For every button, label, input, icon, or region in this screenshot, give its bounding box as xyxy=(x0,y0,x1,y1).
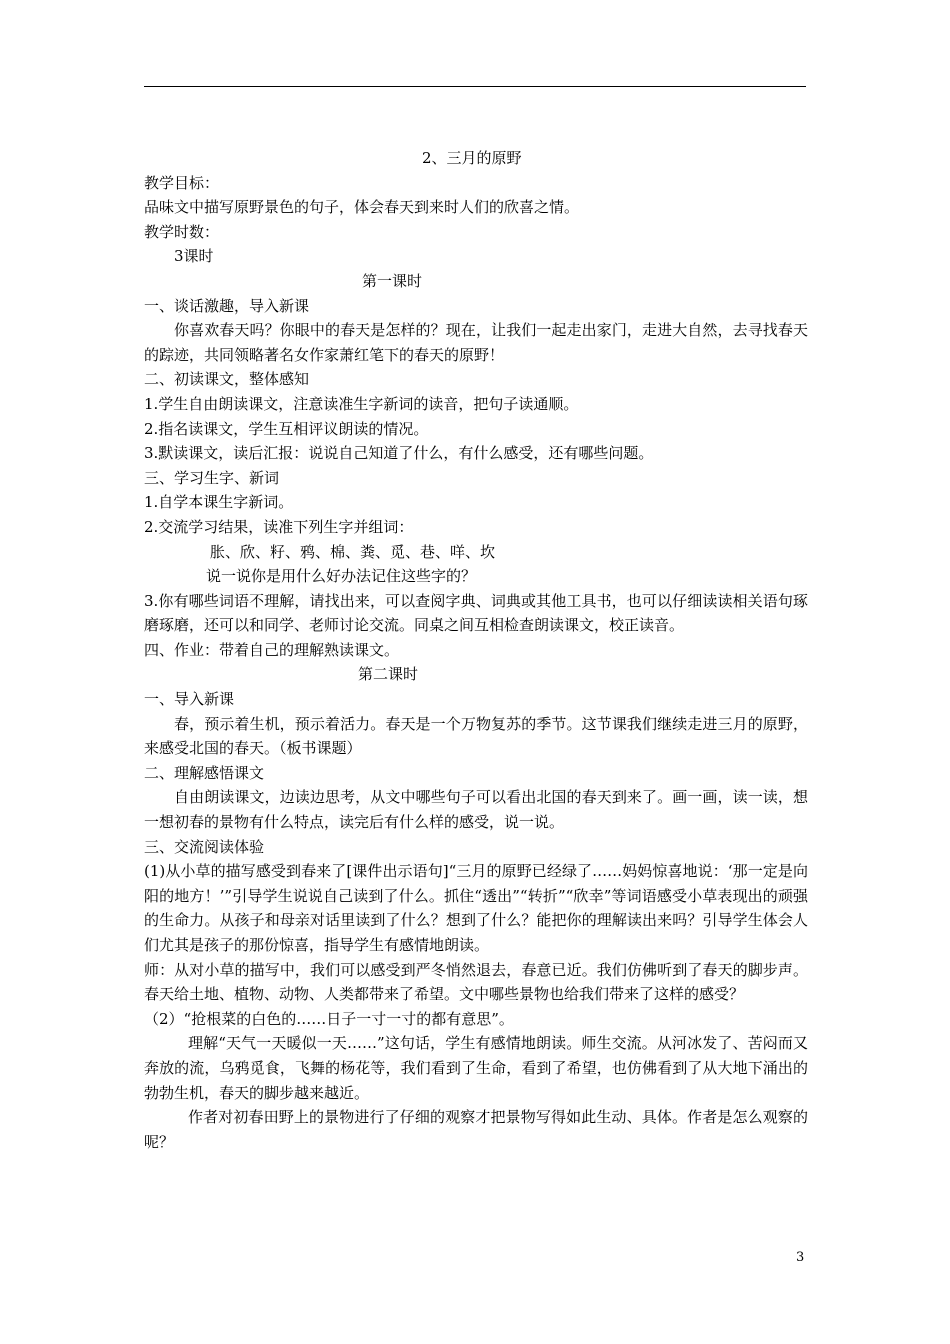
objectives-heading: 教学目标： xyxy=(144,173,220,192)
lesson1-character-question: 说一说你是用什么好办法记住这些字的？ xyxy=(206,567,477,586)
lesson1-heading: 第一课时 xyxy=(362,271,423,290)
lesson1-section3-item2: 2.交流学习结果，读准下列生字并组词： xyxy=(144,517,414,536)
lesson2-section1-heading: 一、导入新课 xyxy=(144,690,235,709)
lesson2-paragraph-1: (1)从小草的描写感受到春来了[课件出示语句]“三月的原野已经绿了……妈妈惊喜地说：‘那一定是向阳的地方！’”引导学生说说自己读到了什么。抓住“透出”“转折”“欣幸”等词语感受小草表现出的顽强的生命力。从孩子和母亲对话里读到了什么？想到了什么？能把你的理解读出来吗？引导学生体会人们尤其是孩子的那份惊喜，指导学生有感情地朗读。 xyxy=(144,862,808,954)
lesson2-heading: 第二课时 xyxy=(358,665,419,684)
lesson1-section3-heading: 三、学习生字、新词 xyxy=(144,468,280,487)
lesson1-homework: 四、作业：带着自己的理解熟读课文。 xyxy=(144,640,400,659)
lesson1-section1-heading: 一、谈话激趣，导入新课 xyxy=(144,296,310,315)
lesson1-section1-text: 你喜欢春天吗？你眼中的春天是怎样的？现在，让我们一起走出家门，走进大自然，去寻找春天的踪迹，共同领略著名女作家萧红笔下的春天的原野！ xyxy=(144,321,808,364)
lesson1-section2-item: 1.学生自由朗读课文，注意读准生字新词的读音，把句子读通顺。 xyxy=(144,394,579,413)
page-number: 3 xyxy=(796,1250,805,1265)
lesson2-teacher-paragraph: 师：从对小草的描写中，我们可以感受到严冬悄然退去，春意已近。我们仿佛听到了春天的脚步声。春天给土地、植物、动物、人类都带来了希望。文中哪些景物也给我们带来了这样的感受？ xyxy=(144,960,808,1004)
lesson2-section2-heading: 二、理解感悟课文 xyxy=(144,763,265,782)
header-rule xyxy=(144,86,806,87)
lesson1-section2-item: 3.默读课文，读后汇报：说说自己知道了什么，有什么感受，还有哪些问题。 xyxy=(144,444,654,463)
lesson2-section1-text: 春，预示着生机，预示着活力。春天是一个万物复苏的季节。这节课我们继续走进三月的原野，来感受北国的春天。（板书课题） xyxy=(144,714,808,758)
lesson1-section3-item3: 3.你有哪些词语不理解，请找出来，可以查阅字典、词典或其他工具书，也可以仔细读读相关语句琢磨琢磨，还可以和同学、老师讨论交流。同桌之间互相检查朗读课文，校正读音。 xyxy=(144,591,808,635)
lesson2-paragraph-2: （2）“抢根菜的白色的……日子一寸一寸的都有意思”。 xyxy=(144,1009,514,1028)
lesson-title: 2、三月的原野 xyxy=(422,149,522,167)
lesson1-section2-item: 2.指名读课文，学生互相评议朗读的情况。 xyxy=(144,419,429,438)
objectives-text: 品味文中描写原野景色的句子，体会春天到来时人们的欣喜之情。 xyxy=(144,198,580,217)
lesson2-paragraph-4: 作者对初春田野上的景物进行了仔细的观察才把景物写得如此生动、具体。作者是怎么观察的呢？ xyxy=(144,1108,808,1151)
hours-heading: 教学时数： xyxy=(144,222,220,241)
lesson2-section2-text: 自由朗读课文，边读边思考，从文中哪些句子可以看出北国的春天到来了。画一画，读一读，想一想初春的景物有什么特点，读完后有什么样的感受，说一说。 xyxy=(144,788,808,832)
lesson1-section2-heading: 二、初读课文，整体感知 xyxy=(144,370,310,389)
hours-value: 3课时 xyxy=(174,247,214,266)
lesson2-paragraph-3: 理解“天气一天暖似一天……”这句话，学生有感情地朗读。师生交流。从河冰发了、苦闷而又奔放的流，乌鸦觅食，飞舞的杨花等，我们看到了生命，看到了希望，也仿佛看到了从大地下涌出的勃勃生机，春天的脚步越来越近。 xyxy=(144,1034,808,1102)
lesson1-character-list: 胀、欣、籽、鸦、棉、粪、觅、巷、咩、坎 xyxy=(210,542,496,561)
document-body xyxy=(144,146,808,1154)
lesson2-section3-heading: 三、交流阅读体验 xyxy=(144,837,265,856)
lesson1-section3-item1: 1.自学本课生字新词。 xyxy=(144,493,294,512)
